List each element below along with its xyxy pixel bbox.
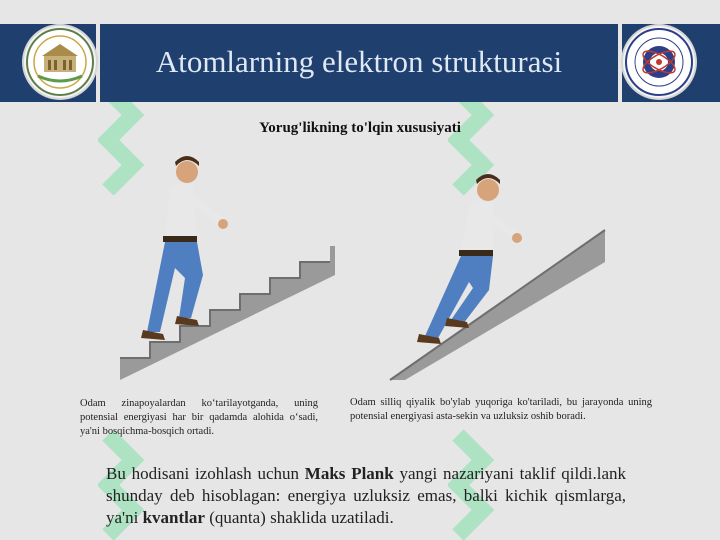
- header-divider: [618, 24, 622, 102]
- university-emblem-icon: [24, 26, 96, 98]
- planck-explanation: [106, 463, 626, 529]
- slope-illustration: [385, 172, 610, 384]
- explanation-text: (quanta) shaklida uzatiladi.: [204, 508, 394, 527]
- explanation-text: yangi nazariyani taklif qildi.lank shunday deb hisoblagan: energiya uzluksiz emas, balki kichik qismlarga, ya'ni: [106, 464, 626, 527]
- stairs-illustration: [115, 150, 340, 385]
- slide-title: Atomlarning elektron strukturasi: [155, 44, 563, 79]
- planck-name: Maks Plank: [304, 464, 394, 483]
- explanation-text: Bu hodisani izohlash uchun: [106, 464, 305, 483]
- quanta-term: kvantlar: [142, 508, 205, 527]
- slope-caption: Odam silliq qiyalik bo'ylab yuqoriga ko'tariladi, bu jarayonda uning potensial energiyasi asta-sekin va uzluksiz oshib boradi.: [350, 397, 652, 422]
- institute-seal-icon: [623, 26, 695, 98]
- slide-subtitle: Yorug'likning to'lqin xususiyati: [259, 120, 461, 136]
- stairs-caption: Odam zinapoyalardan ko‘tarilayotganda, uning potensial energiyasi har bir qadamda alohida o‘sadi, ya'ni bosqichma-bosqich ortadi.: [80, 398, 318, 437]
